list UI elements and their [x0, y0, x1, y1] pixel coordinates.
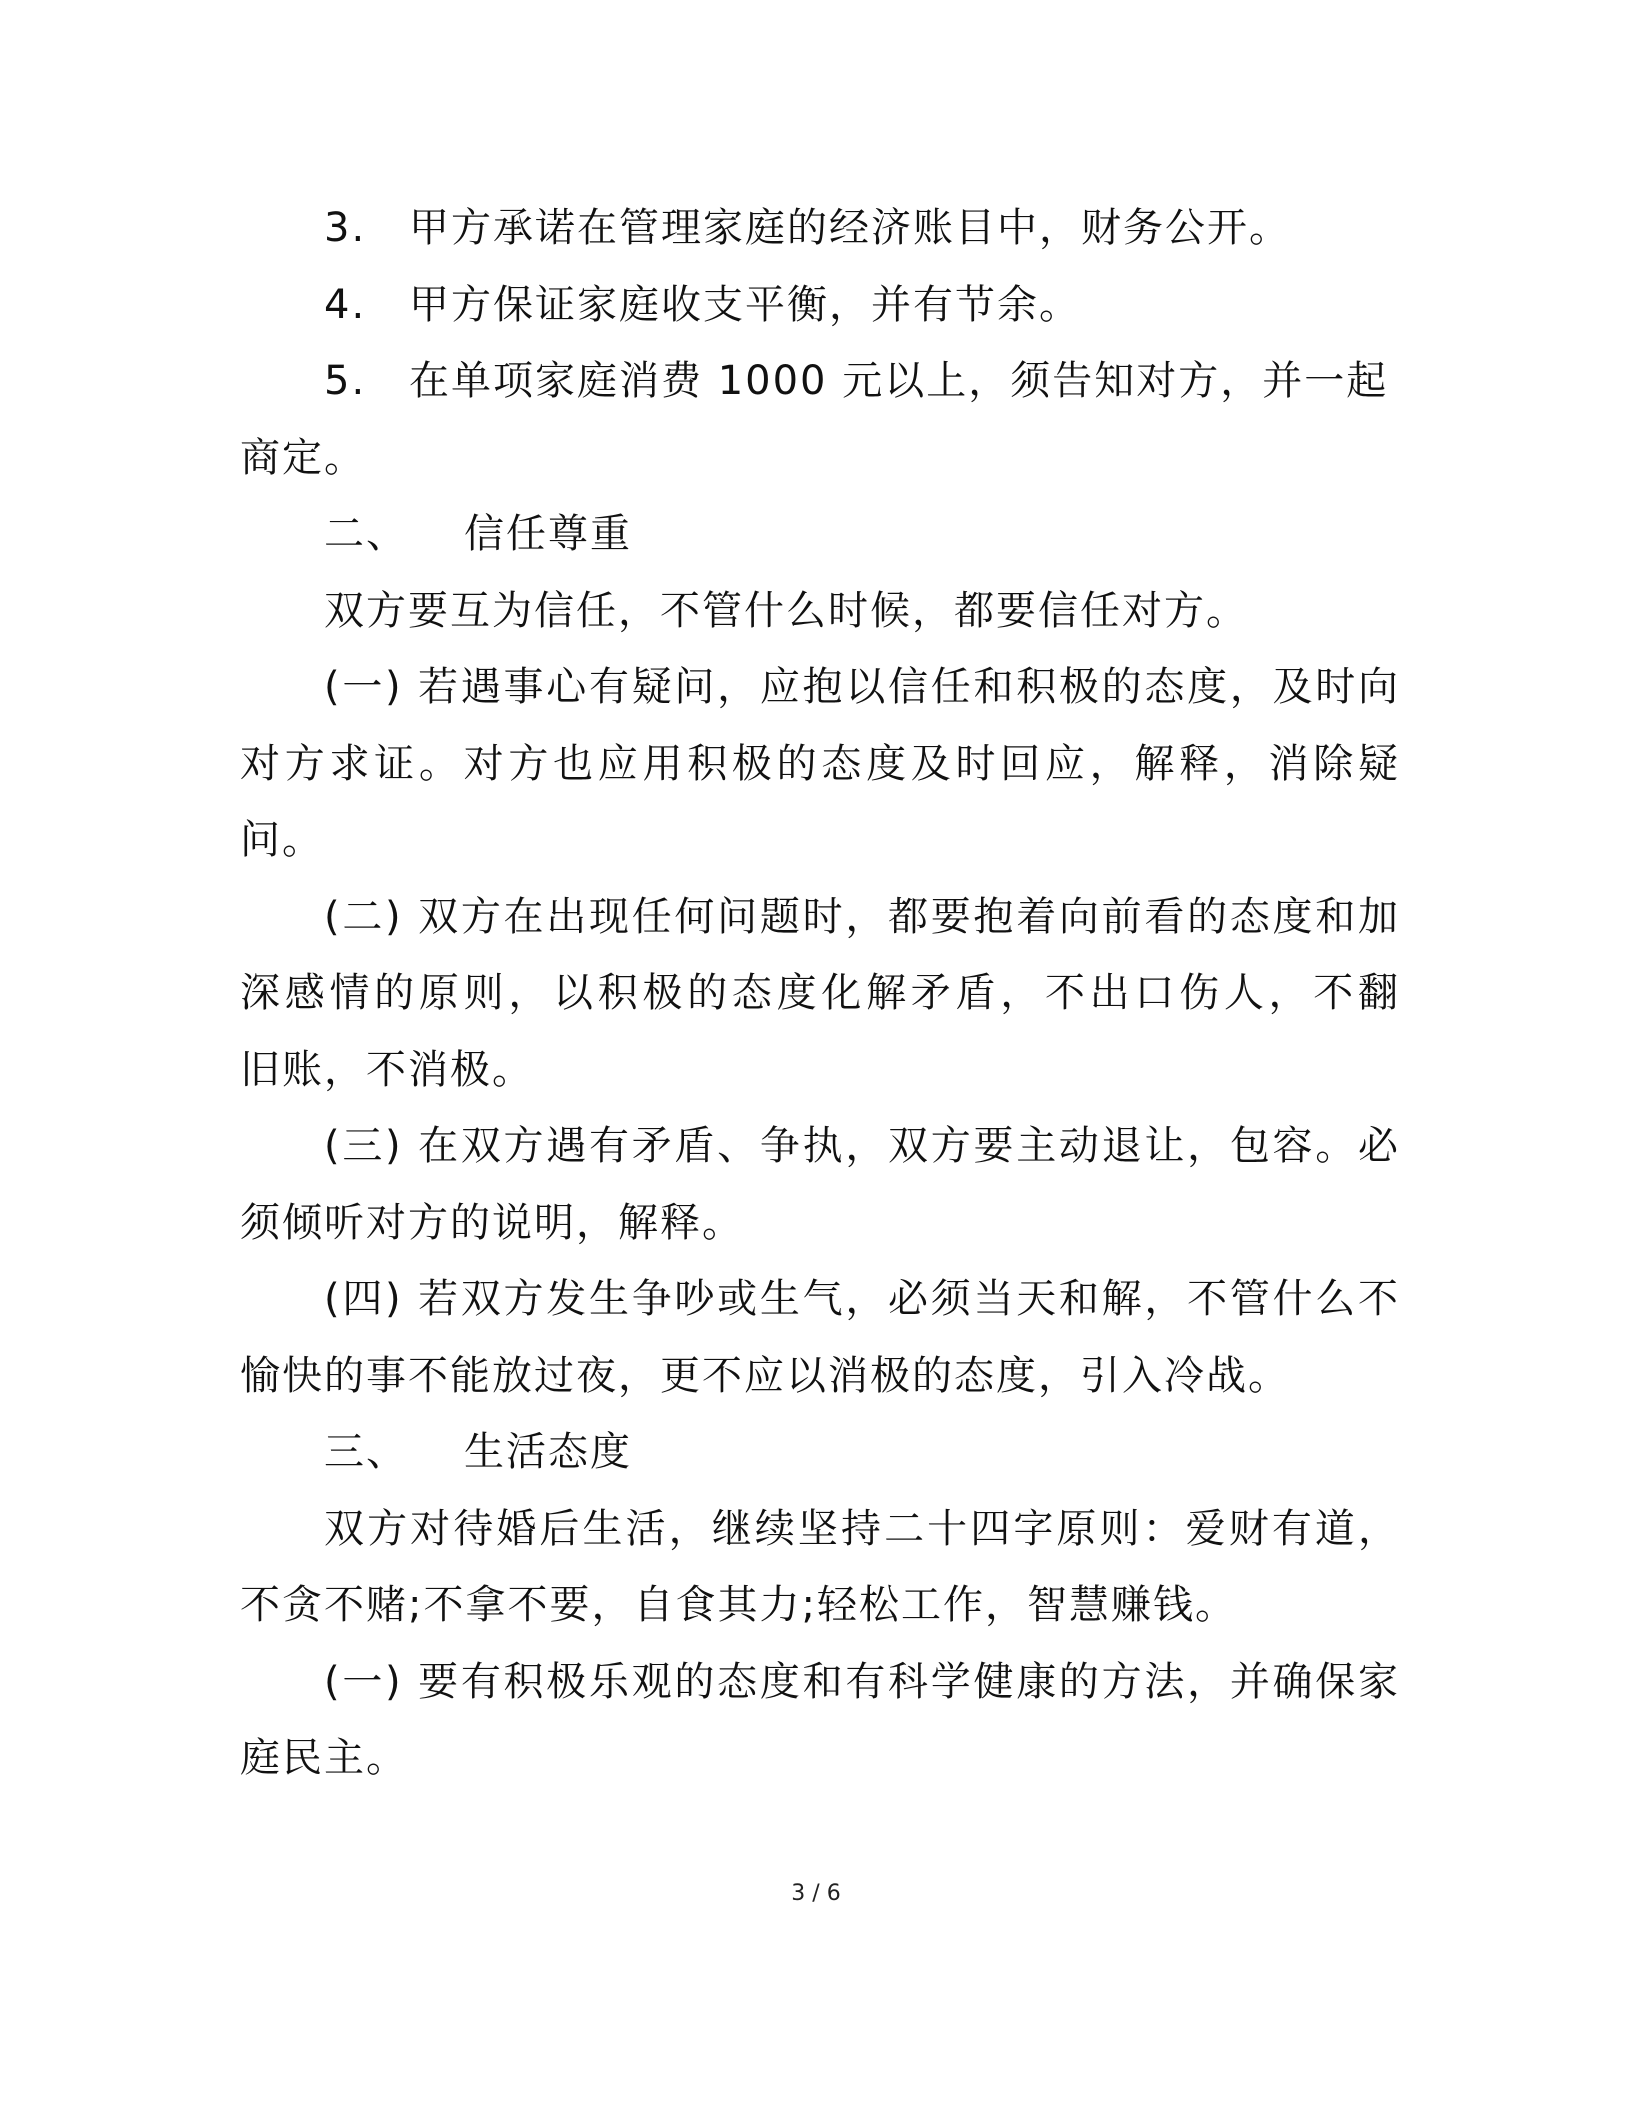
- paragraph-line: 深感情的原则，以积极的态度化解矛盾，不出口伤人，不翻: [240, 970, 1400, 1016]
- item-number: 5.: [324, 358, 367, 404]
- section-number: 二、: [324, 511, 408, 557]
- paragraph-line: (二) 双方在出现任何问题时，都要抱着向前看的态度和加: [324, 893, 1400, 940]
- paragraph-line: 不贪不赌;不拿不要，自食其力;轻松工作，智慧赚钱。: [240, 1582, 1237, 1628]
- list-item-5: [240, 343, 1400, 420]
- paragraph-line: (一) 要有积极乐观的态度和有科学健康的方法，并确保家: [324, 1658, 1400, 1705]
- paragraph-line: (三) 在双方遇有矛盾、争执，双方要主动退让，包容。必: [324, 1123, 1400, 1169]
- section-heading-3: [240, 1414, 1400, 1491]
- item-text: 甲方保证家庭收支平衡，并有节余。: [409, 281, 1081, 328]
- section-title: 生活态度: [464, 1429, 632, 1475]
- paragraph-line: 庭民主。: [240, 1735, 408, 1781]
- item-number: 3.: [324, 205, 367, 251]
- item-text: 甲方承诺在管理家庭的经济账目中，财务公开。: [409, 205, 1291, 251]
- list-item-5-continuation: 商定。: [240, 434, 366, 481]
- paragraph-line: 须倾听对方的说明，解释。: [240, 1199, 744, 1246]
- paragraph-line: 问。: [240, 817, 324, 863]
- paragraph-line: 对方求证。对方也应用积极的态度及时回应，解释，消除疑: [240, 740, 1400, 787]
- section-title: 信任尊重: [464, 511, 632, 557]
- paragraph-line: 愉快的事不能放过夜，更不应以消极的态度，引入冷战。: [240, 1352, 1290, 1399]
- paragraph-line: (四) 若双方发生争吵或生气，必须当天和解，不管什么不: [324, 1276, 1400, 1322]
- paragraph-line: (一) 若遇事心有疑问，应抱以信任和积极的态度，及时向: [324, 664, 1400, 710]
- section-number: 三、: [324, 1429, 408, 1475]
- document-body: [240, 190, 1400, 1797]
- paragraph-line: 双方对待婚后生活，继续坚持二十四字原则：爱财有道，: [324, 1505, 1400, 1552]
- page-number: 3 / 6: [791, 1881, 841, 1906]
- list-item-4: [240, 267, 1400, 344]
- section-heading-2: [240, 496, 1400, 573]
- section-2-intro: 双方要互为信任，不管什么时候，都要信任对方。: [324, 587, 1248, 634]
- item-text: 在单项家庭消费 1000 元以上，须告知对方，并一起: [409, 358, 1389, 404]
- item-number: 4.: [324, 281, 367, 328]
- list-item-3: [240, 190, 1400, 267]
- paragraph-line: 旧账，不消极。: [240, 1046, 534, 1093]
